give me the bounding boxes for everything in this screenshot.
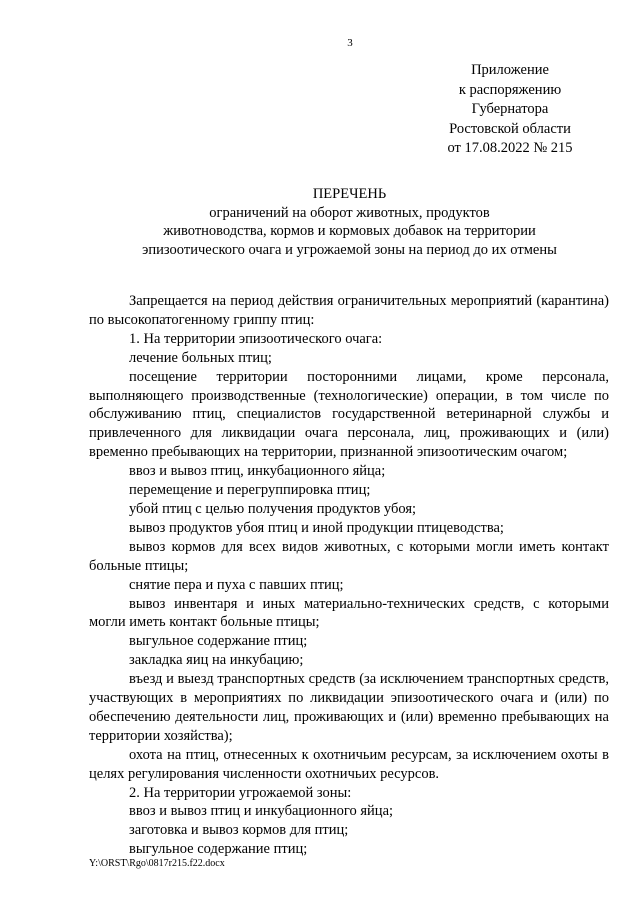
list-item: охота на птиц, отнесенных к охотничьим ресурсам, за исключением охоты в целях регулирования численности охотничьих ресурсов. [89, 746, 609, 782]
list-item: снятие пера и пуха с павших птиц; [129, 576, 344, 593]
section-heading: 1. На территории эпизоотического очага: [129, 330, 383, 347]
appendix-line: к распоряжению [458, 81, 562, 98]
list-item: ввоз и вывоз птиц и инкубационного яйца; [129, 803, 394, 820]
appendix-date-number: от 17.08.2022 № 215 [447, 140, 573, 156]
intro-paragraph: Запрещается на период действия ограничительных мероприятий (карантина) по высокопатогенному гриппу птиц: [89, 293, 609, 328]
appendix-block [440, 61, 580, 159]
appendix-line: Ростовской области [449, 120, 571, 137]
list-item: въезд и выезд транспортных средств (за исключением транспортных средств, участвующих в мероприятиях по ликвидации эпизоотического очага и (или) по обеспечению деятельности лиц, проживающих и (или) временно пребывающих на территории хозяйства); [89, 671, 609, 744]
list-item: вывоз инвентаря и иных материально-технических средств, с которыми могли иметь контакт больные птицы; [89, 595, 609, 631]
appendix-line: Приложение [471, 62, 549, 78]
list-item: посещение территории посторонними лицами, кроме персонала, выполняющего производственные (технологические) операции, в том числе по обслуживанию птиц, специалистов государственной ветеринарной службы и привлеченного для ликвидации очага персонала, лиц, проживающих и (или) временно пребывающих на территории, признанной эпизоотическим очагом; [89, 368, 609, 461]
list-item: закладка яиц на инкубацию; [129, 652, 304, 669]
title-subline: животноводства, кормов и кормовых добавок на территории [163, 223, 536, 239]
list-item: перемещение и перегруппировка птиц; [129, 482, 371, 499]
footer-file-path: Y:\ORST\Rgo\0817r215.f22.docx [89, 858, 225, 869]
title-subline: эпизоотического очага и угрожаемой зоны на период до их отмены [142, 241, 557, 258]
list-item: вывоз кормов для всех видов животных, с которыми могли иметь контакт больные птицы; [89, 538, 609, 574]
title-heading: ПЕРЕЧЕНЬ [312, 186, 387, 202]
list-item: лечение больных птиц; [129, 349, 272, 366]
section-heading: 2. На территории угрожаемой зоны: [129, 784, 352, 801]
list-item: заготовка и вывоз кормов для птиц; [129, 822, 349, 839]
title-subline: ограничений на оборот животных, продуктов [209, 204, 490, 221]
list-item: убой птиц с целью получения продуктов убоя; [129, 500, 417, 517]
list-item: выгульное содержание птиц; [129, 841, 308, 858]
document-body [89, 292, 609, 859]
list-item: ввоз и вывоз птиц, инкубационного яйца; [129, 463, 386, 480]
list-item: выгульное содержание птиц; [129, 633, 308, 650]
document-title [89, 185, 610, 259]
appendix-line: Губернатора [471, 101, 549, 117]
page-number: 3 [347, 37, 353, 49]
list-item: вывоз продуктов убоя птиц и иной продукции птицеводства; [129, 519, 504, 536]
